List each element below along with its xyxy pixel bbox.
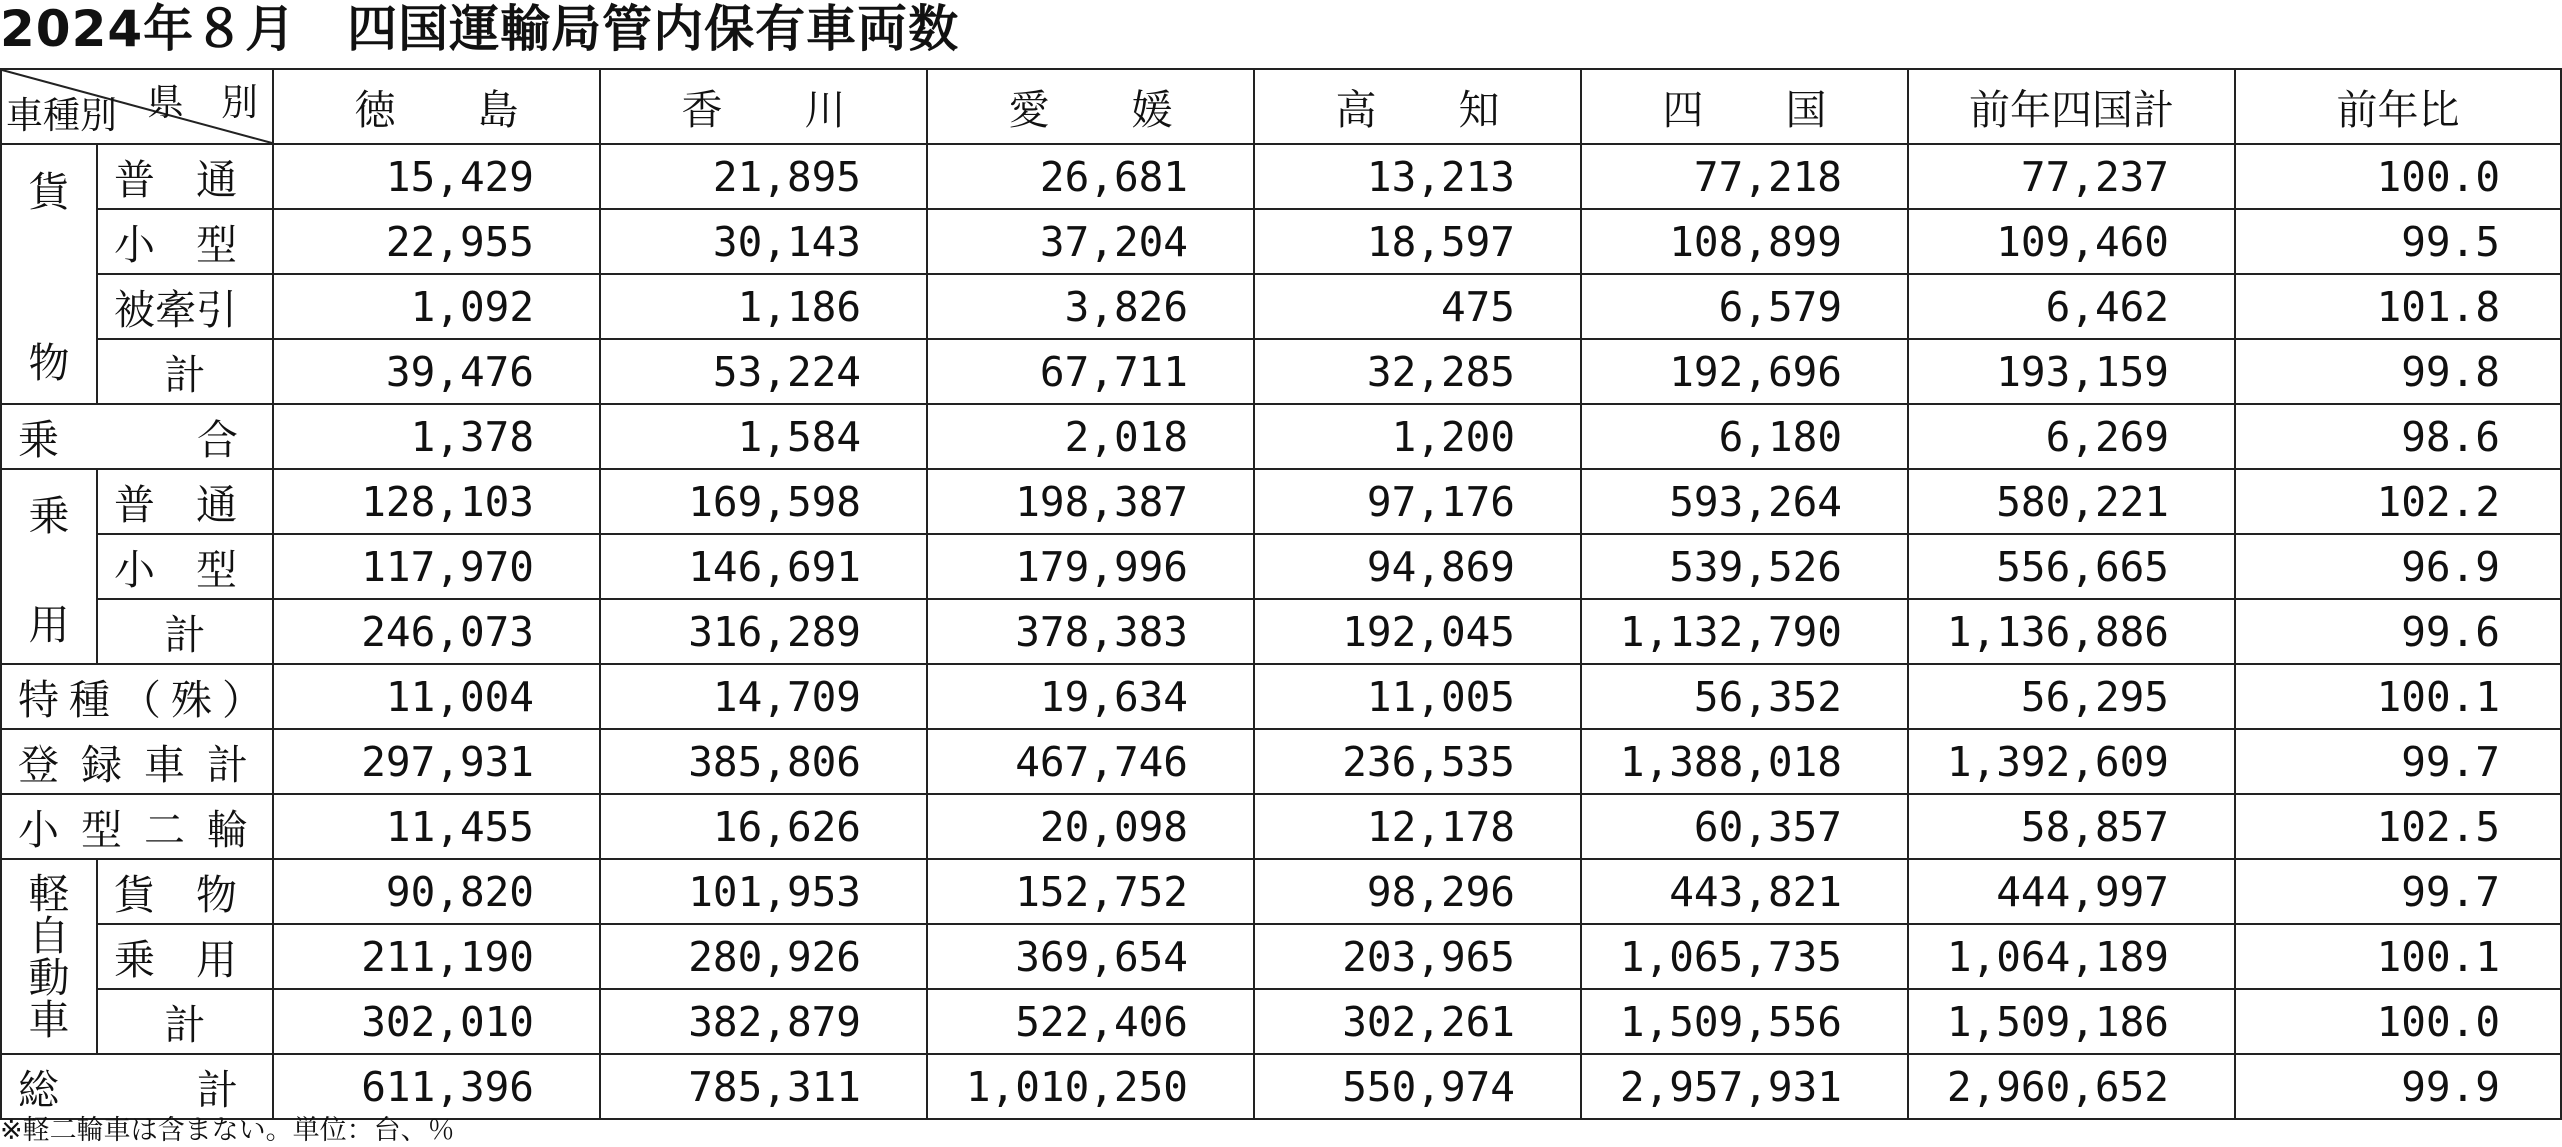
row-label: 総計 (1, 1054, 273, 1119)
col-header-tokushima: 徳 島 (273, 69, 600, 144)
header-row (1, 69, 2561, 144)
table-row: 小 型 117,970 146,691 179,996 94,869 539,526 556,665 96.9 (1, 534, 2561, 599)
table-row: 乗 用 211,190 280,926 369,654 203,965 1,065,735 1,064,189 100.1 (1, 924, 2561, 989)
footnote: ※軽二輪車は含まない。単位：台、％ (0, 1115, 455, 1146)
group-label-freight: 貨 物 (1, 144, 97, 404)
table-row: 特種（殊） 11,004 14,709 19,634 11,005 56,352 56,295 100.1 (1, 664, 2561, 729)
row-label: 小型二輪 (1, 794, 273, 859)
table-row: 小 型 22,955 30,143 37,204 18,597 108,899 109,460 99.5 (1, 209, 2561, 274)
col-header-kochi: 高 知 (1254, 69, 1581, 144)
col-header-yoy-ratio: 前年比 (2235, 69, 2561, 144)
col-header-prev-year-total: 前年四国計 (1908, 69, 2235, 144)
row-label: 被牽引 (97, 274, 273, 339)
table-row: 登録車計 297,931 385,806 467,746 236,535 1,388,018 1,392,609 99.7 (1, 729, 2561, 794)
row-label: 貨 物 (97, 859, 273, 924)
col-header-shikoku: 四 国 (1581, 69, 1908, 144)
page-title: 2024年８月 四国運輸局管内保有車両数 (0, 0, 960, 58)
row-label: 計 (97, 599, 273, 664)
table-row: 計 302,010 382,879 522,406 302,261 1,509,556 1,509,186 100.0 (1, 989, 2561, 1054)
table-row: 乗合 1,378 1,584 2,018 1,200 6,180 6,269 98.6 (1, 404, 2561, 469)
corner-header-cell (1, 69, 273, 144)
row-label: 小 型 (97, 534, 273, 599)
group-label-passenger: 乗 用 (1, 469, 97, 664)
prefecture-axis-label: 県 別 (147, 81, 258, 124)
row-label: 登録車計 (1, 729, 273, 794)
row-label: 特種（殊） (1, 664, 273, 729)
row-label: 乗合 (1, 404, 273, 469)
table-row-grand-total: 総計 611,396 785,311 1,010,250 550,974 2,957,931 2,960,652 99.9 (1, 1054, 2561, 1119)
table-row: 計 39,476 53,224 67,711 32,285 192,696 193,159 99.8 (1, 339, 2561, 404)
row-label: 小 型 (97, 209, 273, 274)
row-label: 普 通 (97, 144, 273, 209)
table-row: 貨 物 普 通 15,429 21,895 26,681 13,213 77,218 77,237 100.0 (1, 144, 2561, 209)
row-label: 計 (97, 339, 273, 404)
vehicle-count-table (0, 68, 2562, 1120)
table-row: 軽 自 動 車 貨 物 90,820 101,953 152,752 98,296 443,821 444,997 99.7 (1, 859, 2561, 924)
col-header-kagawa: 香 川 (600, 69, 927, 144)
table-row: 乗 用 普 通 128,103 169,598 198,387 97,176 593,264 580,221 102.2 (1, 469, 2561, 534)
table-row: 小型二輪 11,455 16,626 20,098 12,178 60,357 58,857 102.5 (1, 794, 2561, 859)
group-label-kei-car: 軽 自 動 車 (1, 859, 97, 1054)
row-label: 計 (97, 989, 273, 1054)
col-header-ehime: 愛 媛 (927, 69, 1254, 144)
row-label: 乗 用 (97, 924, 273, 989)
table-row: 計 246,073 316,289 378,383 192,045 1,132,790 1,136,886 99.6 (1, 599, 2561, 664)
vehicle-type-axis-label: 車種別 (6, 94, 117, 137)
row-label: 普 通 (97, 469, 273, 534)
table-row: 被牽引 1,092 1,186 3,826 475 6,579 6,462 101.8 (1, 274, 2561, 339)
